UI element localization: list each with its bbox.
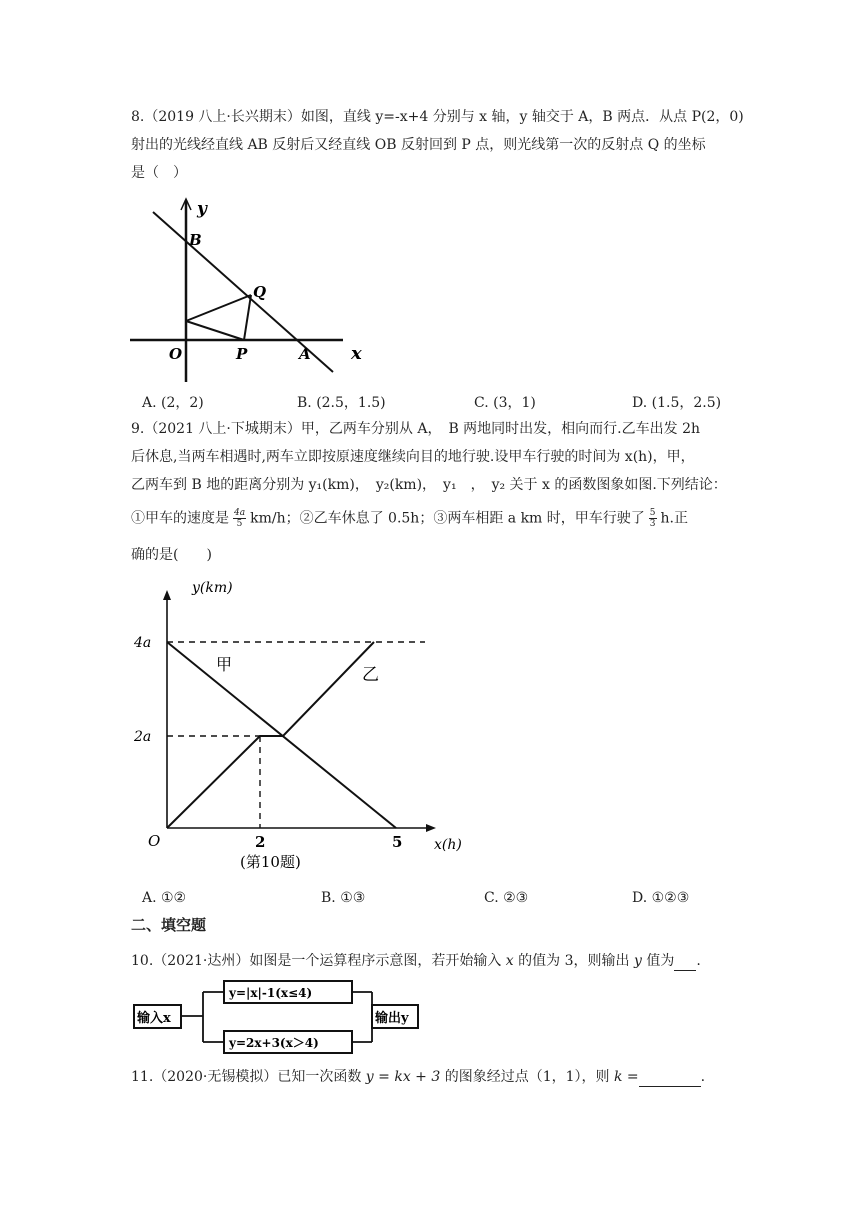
q10-bottom-box: y=2x+3(x＞4) <box>229 1036 319 1050</box>
q8-option-d: D. (1.5，2.5) <box>632 395 722 411</box>
q11-text: 11.（2020·无锡模拟）已知一次函数 y = kx + 3 的图象经过点（1，1），则 k = . <box>131 1069 706 1085</box>
q9-caption: (第10题) <box>240 853 301 871</box>
q10-output-box: 输出y <box>375 1011 409 1026</box>
q9-line-4 <box>131 508 688 529</box>
q10-flowchart <box>132 978 422 1058</box>
q8-label-A: A <box>299 345 311 363</box>
q9-fraction-time: $\frac{5}{3}$ <box>649 508 656 529</box>
q9-label-jia: 甲 <box>216 655 233 674</box>
q11-k-label: k = <box>614 1069 639 1085</box>
q8-line-3: 是（ ） <box>131 165 187 181</box>
q9-conclusion-1: ①甲车的速度是 <box>131 510 229 527</box>
q9-tick-4a: 4a <box>134 635 152 651</box>
q9-line-2: 后休息,当两车相遇时,两车立即按原速度继续向目的地行驶.设甲车行驶的时间为 x(h)，甲， <box>131 449 695 465</box>
q11-answer-blank[interactable] <box>639 1068 701 1087</box>
q8-label-y: y <box>197 199 207 219</box>
q8-line-2: 射出的光线经直线 AB 反射后又经直线 OB 反射回到 P 点，则光线第一次的反射点 Q 的坐标 <box>131 137 706 153</box>
q9-line-3: 乙两车到 B 地的距离分别为 y₁(km)， y₂(km)， y₁ ， y₂ 关于 x 的函数图象如图.下列结论： <box>131 477 727 493</box>
q8-option-b: B. (2.5，1.5) <box>297 395 386 411</box>
q8-line-1: 8.（2019 八上·长兴期末）如图，直线 y=-x+4 分别与 x 轴，y 轴交于 A，B 两点．从点 P(2，0) <box>131 109 744 125</box>
q8-option-c: C. (3，1) <box>474 395 536 411</box>
q8-label-Q: Q <box>253 283 267 301</box>
q9-option-b: B. ①③ <box>321 890 366 906</box>
q9-line-1: 9.（2021 八上·下城期末）甲，乙两车分别从 A， B 两地同时出发，相向而行.乙车出发 2h <box>131 421 701 437</box>
q8-figure <box>125 196 375 386</box>
q9-tick-5: 5 <box>392 833 403 851</box>
q9-conclusion-2: km/h；②乙车休息了 0.5h；③两车相距 a km 时，甲车行驶了 <box>250 510 645 527</box>
q8-label-B: B <box>189 231 202 249</box>
section-fill-in-title: 二、填空题 <box>131 916 207 934</box>
q10-text: 10.（2021·达州）如图是一个运算程序示意图，若开始输入 x 的值为 3，则输出 y 值为 . <box>131 953 701 969</box>
q9-fraction-speed: $\frac{4a}{5}$ <box>234 508 246 529</box>
q9-x-axis-label: x(h) <box>434 837 462 853</box>
q8-label-P: P <box>236 345 248 363</box>
q10-top-box: y=|x|-1(x≤4) <box>229 986 313 1000</box>
q9-origin: O <box>148 832 161 850</box>
q8-label-x: x <box>351 343 362 364</box>
q9-tick-2: 2 <box>255 833 266 851</box>
q8-option-a: A. (2，2) <box>142 395 204 411</box>
q9-tick-2a: 2a <box>134 729 152 745</box>
q9-option-d: D. ①②③ <box>632 890 690 906</box>
q9-line-5: 确的是( ) <box>131 547 212 563</box>
q9-option-c: C. ②③ <box>484 890 529 906</box>
q10-answer-blank[interactable] <box>674 952 696 971</box>
q10-input-box: 输入x <box>137 1011 171 1026</box>
q10-var-x: x <box>505 953 514 969</box>
q9-option-a: A. ①② <box>142 890 187 906</box>
q10-var-y: y <box>633 953 642 969</box>
q9-label-yi: 乙 <box>362 665 379 685</box>
q9-graph <box>130 570 480 875</box>
q11-formula: y = kx + 3 <box>365 1069 441 1085</box>
q8-label-O: O <box>169 345 183 363</box>
q9-y-axis-label: y(km) <box>192 580 233 596</box>
q9-conclusion-3: h.正 <box>660 510 688 527</box>
